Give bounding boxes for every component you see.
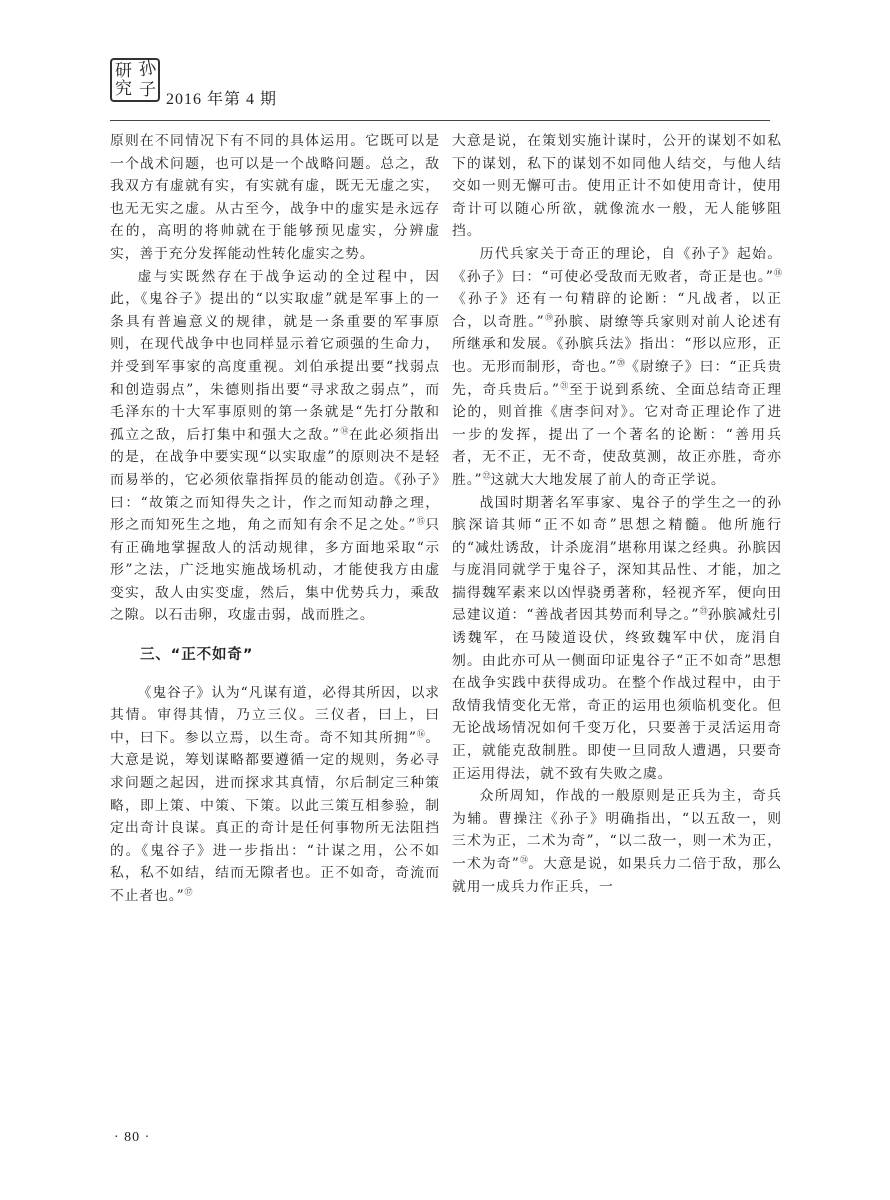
text-run: 众所周知，作战的一般原则是正兵为主，奇兵为辅。曹操注《孙子》明确指出，“以五敌一，则三术为正，二术为奇”，“以二敌一，则一术为正，一术为奇” bbox=[452, 788, 782, 872]
paragraph bbox=[110, 682, 440, 908]
right-column bbox=[452, 130, 782, 898]
paragraph bbox=[452, 785, 782, 898]
text-run: 历代兵家关于奇正的理论，自《孙子》起始。《孙子》曰：“可使必受敌而无败者，奇正是也。” bbox=[452, 245, 782, 285]
logo-char: 究 bbox=[115, 79, 132, 99]
text-run: 原则在不同情况下有不同的具体运用。它既可以是一个战术问题，也可以是一个战略问题。总之，敌我双方有虚就有实，有实就有虚，既无无虚之实，也无无实之虚。从古至今，战争中的虚实是永远存在的，高明的将帅就在于能够预见虚实，分辨虚实，善于充分发挥能动性转化虚实之势。 bbox=[110, 133, 440, 262]
logo-char: 子 bbox=[139, 80, 156, 100]
footnote-ref: ⑲ bbox=[544, 313, 554, 323]
footnote-ref: ⑭ bbox=[339, 426, 350, 436]
text-run: 《尉缭子》曰：“正兵贵先，奇兵贵后。” bbox=[452, 358, 783, 398]
paragraph bbox=[452, 243, 782, 492]
text-run: 。大意是说，如果兵力二倍于敌，那么就用一成兵力作正兵，一 bbox=[452, 856, 783, 895]
text-run: 《孙子》还有一句精辟的论断：“凡战者，以正合，以奇胜。” bbox=[452, 291, 782, 330]
header-rule bbox=[110, 120, 770, 121]
footnote-ref: ㉔ bbox=[519, 855, 529, 865]
footnote-ref: ㉓ bbox=[699, 606, 708, 616]
text-run: 孙膑减灶引诱魏军，在马陵道设伏，终致魏军中伏，庞涓自刎。由此亦可从一侧面印证鬼谷子“正不如奇”思想在战争实践中获得成功。在整个作战过程中，由于敌情我情变化无常，奇正的运用也须临机变化。但无论战场情况如何千变万化，只要善于灵活运用奇正，就能克敌制胜。即使一旦同敌人遭遇，只要奇正运用得法，就不致有失败之虞。 bbox=[452, 607, 783, 782]
paragraph bbox=[110, 130, 440, 266]
section-heading: 三、“正不如奇” bbox=[140, 647, 254, 664]
paragraph bbox=[110, 266, 440, 628]
footnote-ref: ⑰ bbox=[184, 887, 193, 897]
footnote-ref: ㉑ bbox=[559, 380, 569, 390]
footnote-ref: ㉒ bbox=[482, 471, 491, 481]
page-number: · 80 · bbox=[114, 1130, 151, 1145]
text-run: 只有正确地掌握敌人的活动规律，多方面地采取“示形”之法，广泛地实施战场机动，才能使我方由虚变实，敌人由实变虚，然后，集中优势兵力，乘敌之隙。以石击卵，攻虚击弱，战而胜之。 bbox=[110, 517, 440, 624]
text-run: 战国时期著名军事家、鬼谷子的学生之一的孙膑深谙其师“正不如奇”思想之精髓。他所施行的“减灶诱敌，计杀庞涓”堪称用谋之经典。孙膑因与庞涓同就学于鬼谷子，深知其品性、才能，加之揣得魏军素来以凶悍骁勇著称，轻视齐军，便向田忌建议道：“善战者因其势而利导之。” bbox=[452, 494, 782, 624]
text-run: 大意是说，在策划实施计谋时，公开的谋划不如私下的谋划，私下的谋划不如同他人结交，与他人结交如一则无懈可击。使用正计不如使用奇计，使用奇计可以随心所欲，就像流水一般，无人能够阻挡。 bbox=[452, 133, 782, 240]
logo-char: 研 bbox=[115, 61, 132, 81]
text-run: 在此必须指出的是，在战争中要实现“以实取虚”的原则决不是轻而易举的，它必须依靠指挥员的能动创造。《孙子》曰：“故策之而知得失之计，作之而知动静之理，形之而知死生之地，角之而知有余不足之处。” bbox=[110, 426, 440, 534]
paragraph bbox=[452, 130, 782, 243]
text-run: 至于说到系统、全面总结奇正理论的，则首推《唐李问对》。它对奇正理论作了进一步的发挥，提出了一个著名的论断：“善用兵者，无不正，无不奇，使敌莫测，故正亦胜，奇亦胜。” bbox=[452, 381, 782, 488]
left-column bbox=[110, 130, 440, 908]
text-run: 这就大大地发展了前人的奇正学说。 bbox=[490, 471, 726, 488]
text-run: 。大意是说，筹划谋略都要遵循一定的规则，务必寻求问题之起因，进而探求其真情，尔后制定三种策略，即上策、中策、下策。以此三策互相参验，制定出奇计良谋。真正的奇计是任何事物所无法阻挡的。《鬼谷子》进一步指出：“计谋之用，公不如私，私不如结，结而无隙者也。正不如奇，奇流而不止者也。” bbox=[110, 729, 441, 904]
footnote-ref: ⑯ bbox=[416, 729, 426, 739]
logo-char: 孙 bbox=[137, 57, 158, 81]
footnote-ref: ⑳ bbox=[616, 358, 626, 368]
footnote-ref: ⑱ bbox=[773, 267, 783, 277]
text-run: 虚与实既然存在于战争运动的全过程中，因此，《鬼谷子》提出的“以实取虚”就是军事上的一条具有普遍意义的规律，就是一条重要的军事原则，在现代战争中也同样显示着它顽强的生命力，并受到军事家的高度重视。刘伯承提出要“找弱点和创造弱点”，朱德则指出要“寻求敌之弱点”，而毛泽东的十大军事原则的第一条就是“先打分散和孤立之敌，后打集中和强大之敌。” bbox=[110, 268, 440, 443]
journal-logo bbox=[110, 58, 160, 102]
footnote-ref: ⑮ bbox=[416, 516, 426, 526]
text-run: 孙膑、尉缭等兵家则对前人论述有所继承和发展。《孙膑兵法》指出：“形以应形，正也。无形而制形，奇也。” bbox=[452, 313, 783, 375]
text-run: 《鬼谷子》认为“凡谋有道，必得其所因，以求其情。审得其情，乃立三仪。三仪者，曰上，曰中，曰下。参以立焉，以生奇。奇不知其所拥” bbox=[110, 684, 440, 746]
paragraph bbox=[452, 492, 782, 786]
issue-label: 2016 年第 4 期 bbox=[166, 91, 278, 108]
